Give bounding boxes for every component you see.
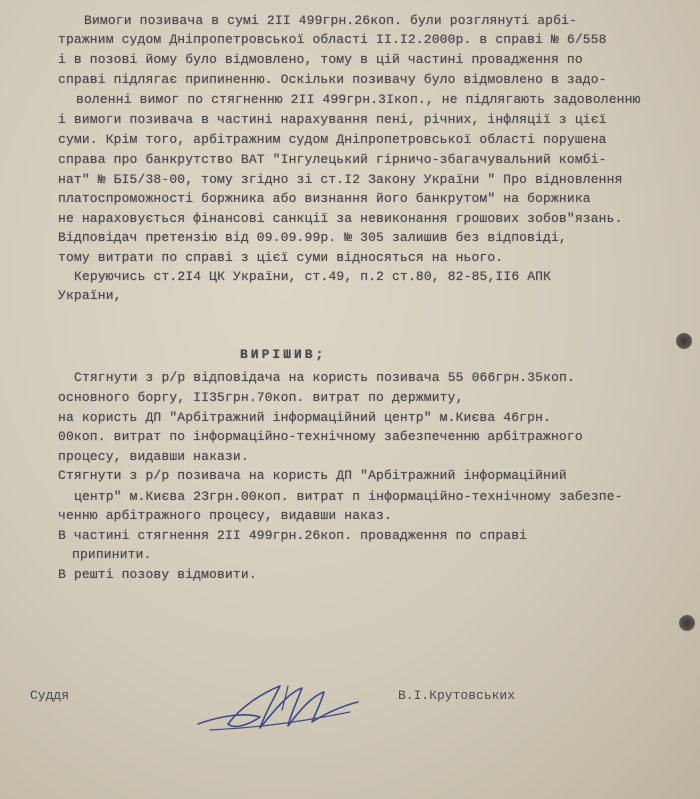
body-line-15: України, [58, 288, 122, 303]
body-line-27: В решті позову відмовити. [58, 567, 257, 582]
body-line-1: Вимоги позивача в сумі 2II 499грн.26коп. були розглянуті арбі- [84, 13, 577, 28]
body-line-5: воленні вимог по стягненню 2II 499грн.3Iкоп., не підлягають задоволенню [76, 92, 641, 107]
body-line-25: В частині стягнення 2II 499грн.26коп. провадження по справі [58, 528, 528, 543]
body-line-21: процесу, видавши накази. [58, 449, 249, 464]
handwritten-signature [190, 672, 365, 740]
body-line-14: Керуючись ст.2I4 ЦК України, ст.49, п.2 ст.80, 82-85,II6 АПК [74, 269, 552, 284]
body-line-22: Стягнути з р/р позивача на користь ДП "Арбітражний інформаційний [58, 468, 567, 483]
judge-name: В.І.Крутовських [398, 688, 516, 703]
body-line-7: суми. Крім того, арбітражним судом Дніпропетровської області порушена [58, 132, 607, 147]
body-line-8: справа про банкрутство ВАТ "Інгулецький гірничо-збагачувальний комбі- [58, 152, 607, 167]
body-line-4: справі підлягає припиненню. Оскільки позивачу було відмовлено в задо- [58, 72, 607, 87]
body-line-24: ченню арбітражного процесу, видавши наказ. [58, 508, 392, 523]
body-line-11: не нараховується фінансові санкції за невиконання грошових зобов"язань. [58, 211, 623, 226]
body-line-19: на користь ДП "Арбітражний інформаційний центр" м.Києва 46грн. [58, 410, 551, 425]
body-line-10: платоспроможності боржника або визнання його банкрутом" на боржника [58, 191, 591, 206]
body-line-6: і вимоги позивача в частині нарахування пені, річних, інфляції з цієї [58, 112, 607, 127]
body-line-9: нат" № БI5/38-00, тому згідно зі ст.I2 Закону України " Про відновлення [58, 172, 623, 187]
body-line-13: тому витрати по справі з цієї суми відносяться на нього. [58, 250, 504, 265]
body-line-18: основного боргу, II35грн.70коп. витрат по держмиту, [58, 390, 464, 405]
body-line-26: припинити. [72, 547, 152, 562]
body-line-12: Відповідач претензію від 09.09.99р. № 305 залишив без відповіді, [58, 230, 567, 245]
punch-hole-top [676, 333, 692, 349]
signature-role: Суддя [30, 688, 70, 703]
body-line-23: центр" м.Києва 23грн.00коп. витрат п інформаційно-технічному забезпе- [74, 489, 623, 504]
decision-heading: ВИРІШИВ; [240, 347, 327, 362]
punch-hole-bottom [679, 615, 695, 631]
body-line-20: 00коп. витрат по інформаційно-технічному забезпеченню арбітражного [58, 429, 583, 444]
body-line-3: і в позові йому було відмовлено, тому в цій частині провадження по [58, 52, 583, 67]
body-line-17: Стягнути з р/р відповідача на користь позивача 55 066грн.35коп. [74, 370, 575, 385]
body-line-2: тражним судом Дніпропетровської області II.I2.2000р. в справі № 6/558 [58, 32, 607, 47]
